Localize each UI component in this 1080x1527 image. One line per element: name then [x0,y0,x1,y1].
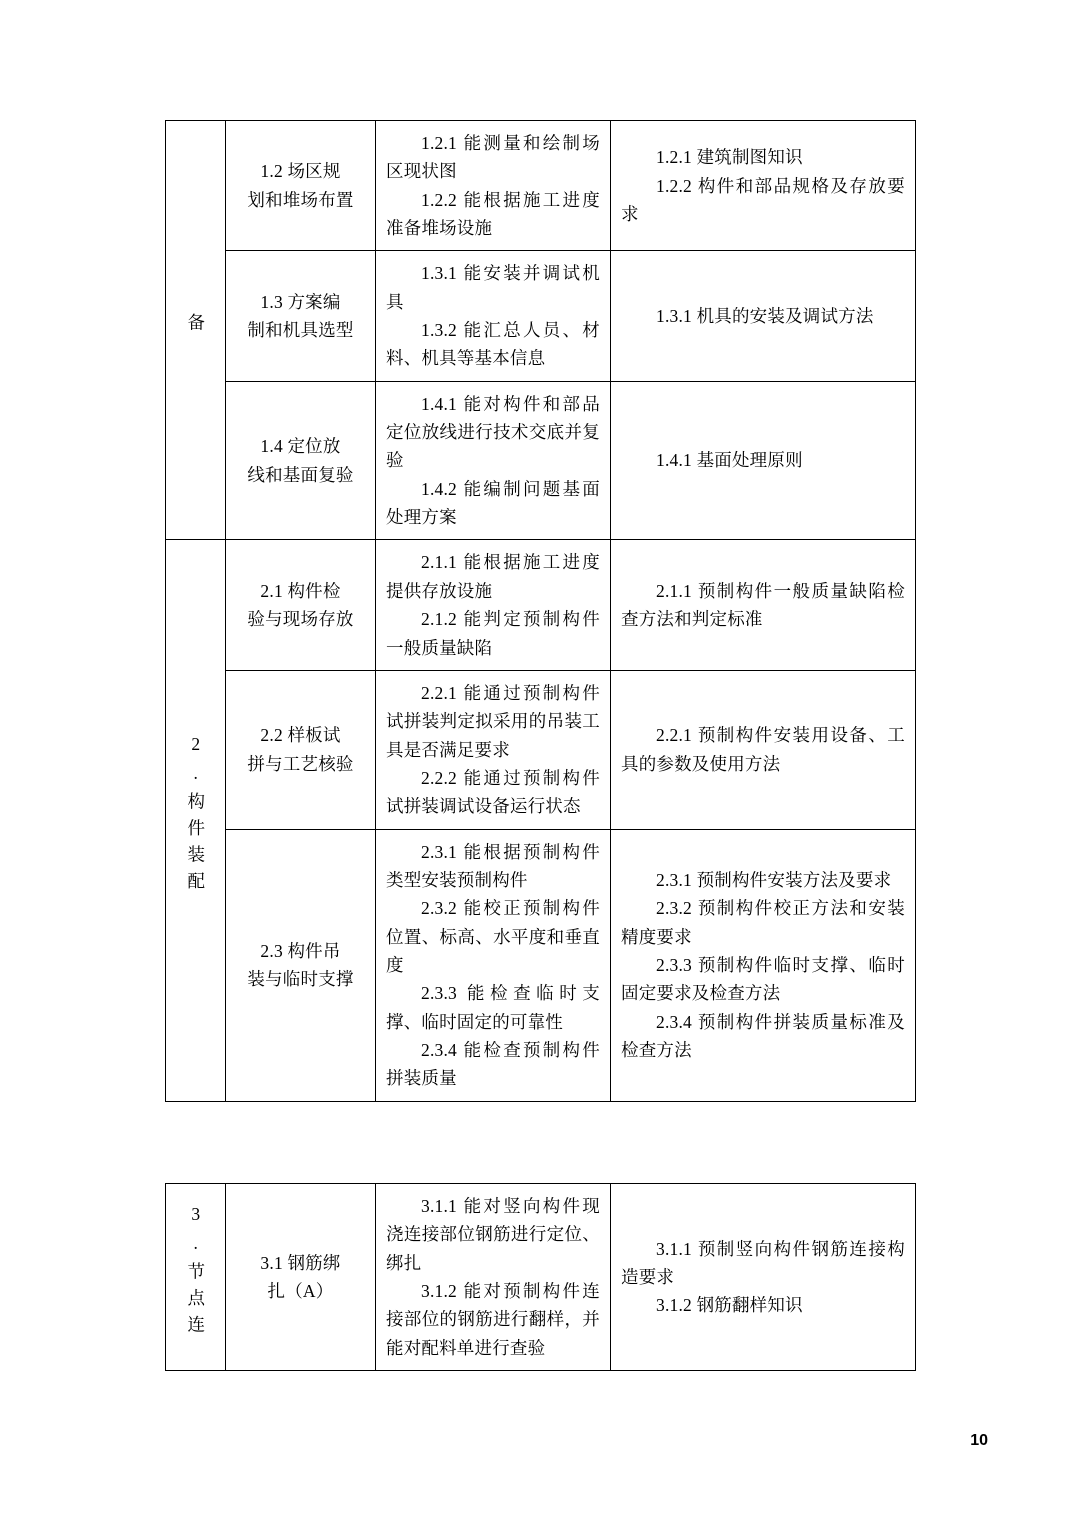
knowledge-cell [611,829,916,1101]
skill-item: 2.2.1 能通过预制构件试拼装判定拟采用的吊装工具是否满足要求 [386,682,600,760]
skill-item: 2.3.3 能检查临时支撑、临时固定的可靠性 [386,983,600,1032]
module-cell [226,121,376,251]
skill-item: 1.2.1 能测量和绘制场区现状图 [386,133,600,182]
skill-item: 1.3.2 能汇总人员、材料、机具等基本信息 [386,320,600,369]
skill-item: 1.2.2 能根据施工进度准备堆场设施 [386,189,600,239]
module-label: 1.4 定位放 线和基面复验 [247,436,354,485]
skill-item: 1.3.1 能安装并调试机具 [386,263,600,312]
module-label: 1.2 场区规 划和堆场布置 [247,161,354,210]
category-label: 备 [185,312,206,340]
skill-item: 3.1.1 能对竖向构件现浇连接部位钢筋进行定位、绑扎 [386,1196,600,1273]
skill-item: 1.4.1 能对构件和部品定位放线进行技术交底并复验 [386,393,600,471]
table-row [166,1184,916,1371]
skill-item: 2.2.2 能通过预制构件试拼装调试设备运行状态 [386,767,600,817]
module-cell [226,381,376,540]
skills-cell [376,1184,611,1371]
category-cell [166,121,226,540]
skills-cell [376,829,611,1101]
knowledge-cell [611,540,916,670]
skills-cell [376,670,611,829]
category-label: 2.构件装配 [185,734,206,899]
skill-item: 2.1.2 能判定预制构件一般质量缺陷 [386,609,600,658]
knowledge-cell [611,121,916,251]
table-row [166,121,916,251]
knowledge-item: 2.3.2 预制构件校正方法和安装精度要求 [621,898,905,947]
knowledge-cell [611,251,916,381]
knowledge-item: 1.3.1 机具的安装及调试方法 [656,305,874,326]
skill-item: 2.3.1 能根据预制构件类型安装预制构件 [386,841,600,890]
skills-table-main-wrapper [165,120,915,1102]
skills-cell [376,251,611,381]
module-cell [226,1184,376,1371]
category-cell [166,540,226,1101]
knowledge-item: 2.2.1 预制构件安装用设备、工具的参数及使用方法 [621,725,905,774]
skill-item: 1.4.2 能编制问题基面处理方案 [386,478,600,528]
module-cell [226,670,376,829]
knowledge-item: 2.3.3 预制构件临时支撑、临时固定要求及检查方法 [621,954,905,1004]
table-row [166,381,916,540]
table-row [166,540,916,670]
table-row [166,829,916,1101]
skills-table-main [165,120,916,1102]
knowledge-item: 2.3.1 预制构件安装方法及要求 [656,869,892,890]
module-label: 3.1 钢筋绑 扎（A） [260,1252,341,1302]
knowledge-item: 1.2.1 建筑制图知识 [656,147,803,168]
module-cell [226,251,376,381]
skill-item: 2.3.4 能检查预制构件拼装质量 [386,1039,600,1089]
knowledge-cell [611,670,916,829]
skills-cell [376,121,611,251]
knowledge-item: 2.1.1 预制构件一般质量缺陷检查方法和判定标准 [621,580,905,630]
module-label: 1.3 方案编 制和机具选型 [247,291,354,341]
skills-cell [376,540,611,670]
module-cell [226,540,376,670]
knowledge-item: 1.4.1 基面处理原则 [656,450,803,471]
skills-cell [376,381,611,540]
module-label: 2.3 构件吊 装与临时支撑 [247,940,354,990]
skills-table-second-wrapper [165,1183,915,1371]
page-number: 10 [970,1432,988,1449]
knowledge-item: 2.3.4 预制构件拼装质量标准及检查方法 [621,1011,905,1060]
knowledge-cell [611,381,916,540]
skill-item: 2.1.1 能根据施工进度提供存放设施 [386,552,600,601]
knowledge-item: 1.2.2 构件和部品规格及存放要求 [621,175,905,224]
category-cell [166,1184,226,1371]
knowledge-cell [611,1184,916,1371]
module-label: 2.1 构件检 验与现场存放 [247,580,354,630]
module-cell [226,829,376,1101]
module-label: 2.2 样板试 拼与工艺核验 [247,725,354,774]
table-row [166,670,916,829]
skills-table-second [165,1183,916,1371]
skill-item: 2.3.2 能校正预制构件位置、标高、水平度和垂直度 [386,898,600,975]
knowledge-item: 3.1.2 钢筋翻样知识 [656,1295,803,1316]
knowledge-item: 3.1.1 预制竖向构件钢筋连接构造要求 [621,1238,905,1287]
category-label: 3.节点连 [185,1204,206,1342]
table-row [166,251,916,381]
skill-item: 3.1.2 能对预制构件连接部位的钢筋进行翻样，并能对配料单进行查验 [386,1281,600,1358]
